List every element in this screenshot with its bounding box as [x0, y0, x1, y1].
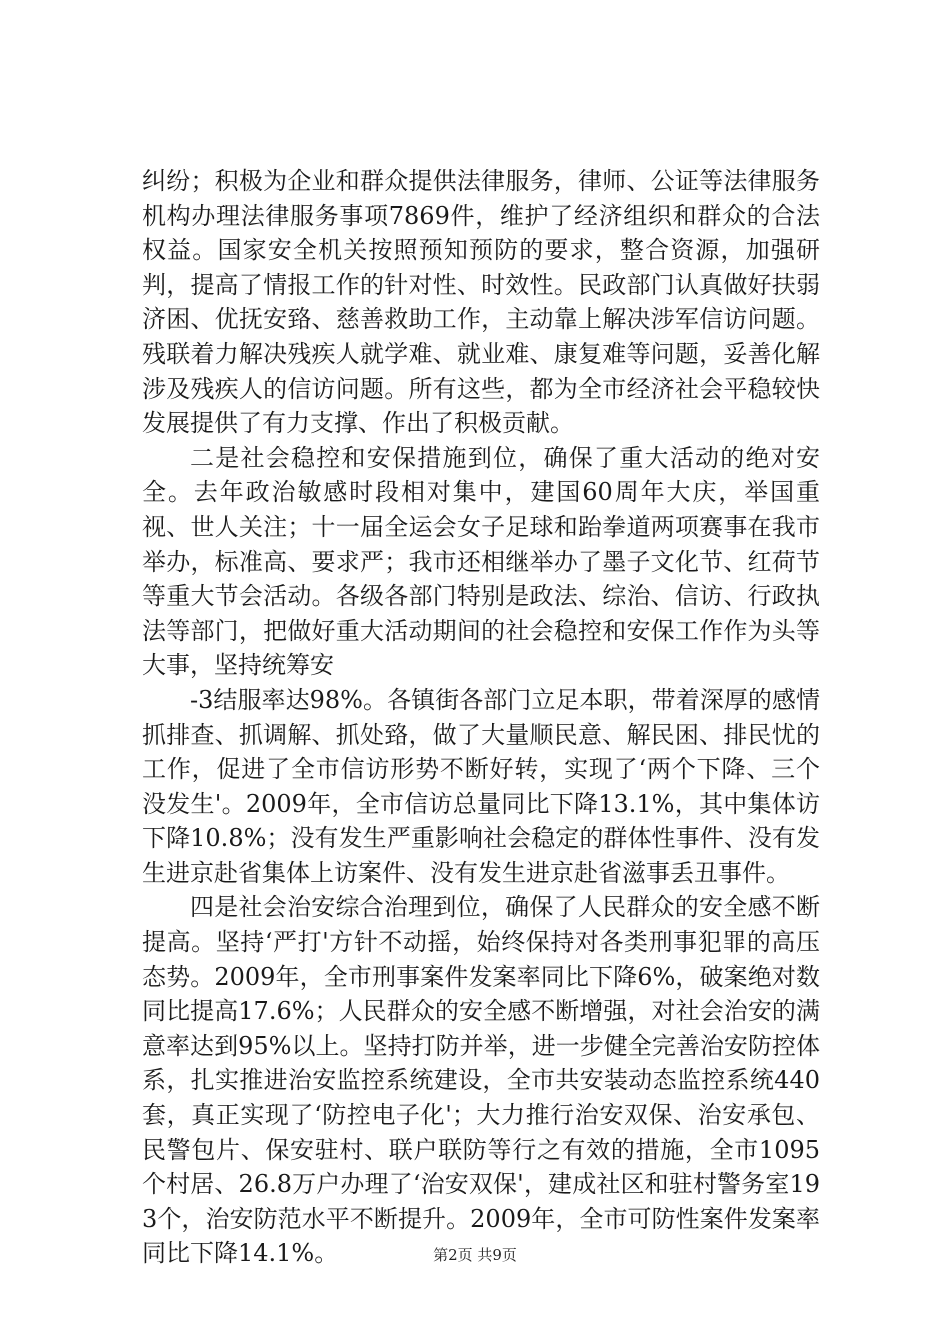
paragraph-petition-results: -3结服率达98%。各镇街各部门立足本职，带着深厚的感情抓排查、抓调解、抓处臵，做了大量顺民意、解民困、排民忧的工作，促进了全市信访形势不断好转，实现了‘两个下降、三个没发生'。2009年，全市信访总量同比下降13.1%，其中集体访下降10.8%；没有发生严重影响社会稳定的群体性事件、没有发生进京赴省集体上访案件、没有发生进京赴省滋事丢丑事件。	[142, 685, 820, 887]
paragraph-public-security: 四是社会治安综合治理到位，确保了人民群众的安全感不断提高。坚持‘严打'方针不动摇，始终保持对各类刑事犯罪的高压态势。2009年，全市刑事案件发案率同比下降6%，破案绝对数同比提高17.6%；人民群众的安全感不断增强，对社会治安的满意率达到95%以上。坚持打防并举，进一步健全完善治安防控体系，扎实推进治安监控系统建设，全市共安装动态监控系统440套，真正实现了‘防控电子化'；大力推行治安双保、治安承包、民警包片、保安驻村、联户联防等行之有效的措施，全市1095个村居、26.8万户办理了‘治安双保'，建成社区和驻村警务室193个，治安防范水平不断提升。2009年，全市可防性案件发案率同比下降14.1%。	[142, 893, 820, 1268]
paragraph-social-stability: 二是社会稳控和安保措施到位，确保了重大活动的绝对安全。去年政治敏感时段相对集中，建国60周年大庆，举国重视、世人关注；十一届全运会女子足球和跆拳道两项赛事在我市举办，标准高、要求严；我市还相继举办了墨子文化节、红荷节等重大节会活动。各级各部门特别是政法、综治、信访、行政执法等部门，把做好重大活动期间的社会稳控和安保工作作为头等大事，坚持统筹安	[142, 443, 820, 680]
document-body	[142, 164, 820, 1271]
paragraph-continuation: 纠纷；积极为企业和群众提供法律服务，律师、公证等法律服务机构办理法律服务事项7869件，维护了经济组织和群众的合法权益。国家安全机关按照预知预防的要求，整合资源，加强研判，提高了情报工作的针对性、时效性。民政部门认真做好扶弱济困、优抚安臵、慈善救助工作，主动靠上解决涉军信访问题。残联着力解决残疾人就学难、就业难、康复难等问题，妥善化解涉及残疾人的信访问题。所有这些，都为全市经济社会平稳较快发展提供了有力支撑、作出了积极贡献。	[142, 167, 820, 438]
page-number-footer: 第2页 共9页	[433, 1246, 517, 1264]
